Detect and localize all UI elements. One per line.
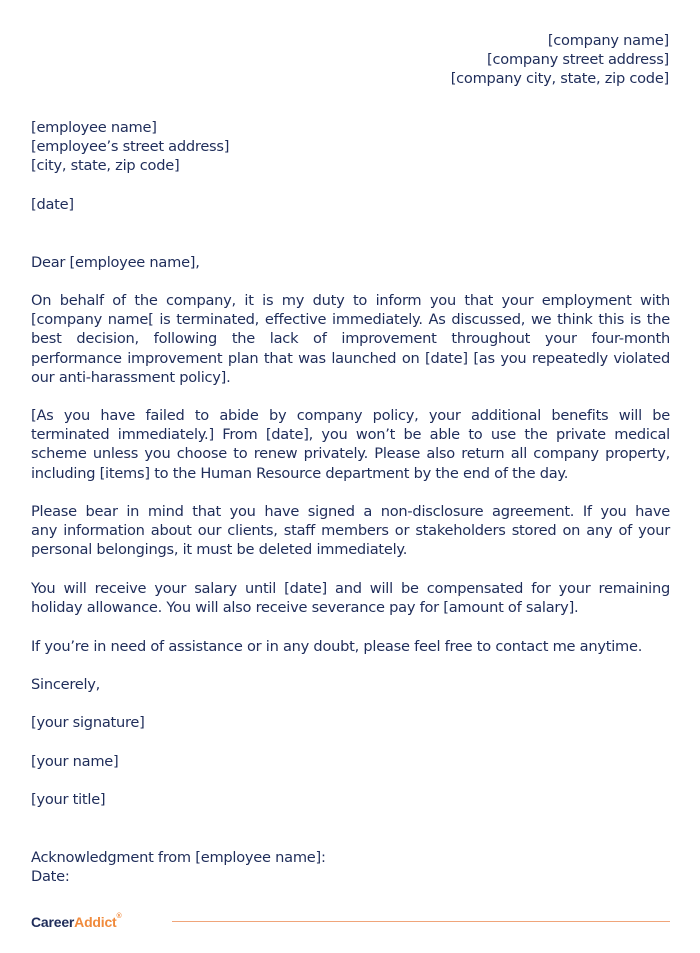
paragraph-line: personal belongings, it must be deleted immediately.	[31, 541, 408, 559]
logo-text-addict: Addict	[74, 914, 117, 930]
letter-date: [date]	[31, 196, 74, 213]
paragraph-line: any information about our clients, staff members or stakeholders stored on any of your	[31, 522, 670, 540]
paragraph-line: our anti-harassment policy].	[31, 368, 231, 386]
sender-title: [your title]	[31, 791, 106, 808]
employee-address-block	[31, 118, 229, 176]
company-street: [company street address]	[487, 51, 669, 69]
company-name: [company name]	[547, 32, 669, 49]
company-city: [company city, state, zip code]	[450, 70, 669, 88]
acknowledgment-date-label: Date:	[31, 868, 70, 885]
paragraph-line: [As you have failed to abide by company policy, your additional benefits will be	[31, 407, 670, 424]
salutation: Dear [employee name],	[31, 254, 200, 271]
paragraph-line: You will receive your salary until [date] and will be compensated for your remaining	[31, 580, 670, 597]
signature-placeholder: [your signature]	[31, 714, 145, 731]
paragraph-line: best decision, following the lack of improvement throughout your four-month	[31, 330, 670, 348]
paragraph-line: terminated immediately.] From [date], you won’t be able to use the private medical	[31, 426, 670, 444]
paragraph-line: [company name[ is terminated, effective immediately. As discussed, we think this is the	[31, 311, 670, 329]
footer-divider	[172, 921, 670, 922]
sender-name: [your name]	[31, 753, 119, 770]
paragraph-line: performance improvement plan that was launched on [date] [as you repeatedly violated	[31, 349, 670, 367]
paragraph-assistance: If you’re in need of assistance or in any doubt, please feel free to contact me anytime.	[31, 638, 643, 655]
employee-name: [employee name]	[31, 119, 157, 136]
paragraph-nda	[31, 502, 670, 560]
employee-street: [employee’s street address]	[31, 138, 230, 156]
paragraph-line: scheme unless you choose to renew privately. Please also return all company property,	[31, 445, 670, 463]
paragraph-line: including [items] to the Human Resource department by the end of the day.	[31, 464, 569, 482]
employee-city: [city, state, zip code]	[31, 157, 180, 175]
paragraph-line: On behalf of the company, it is my duty to inform you that your employment with	[31, 292, 670, 309]
paragraph-salary	[31, 579, 670, 617]
closing: Sincerely,	[31, 676, 101, 693]
acknowledgment-line: Acknowledgment from [employee name]:	[31, 849, 326, 866]
paragraph-termination	[31, 291, 670, 387]
paragraph-benefits	[31, 406, 670, 483]
registered-mark: ®	[116, 913, 122, 920]
company-address-block	[451, 31, 669, 89]
careeraddict-logo	[31, 914, 122, 930]
logo-text-career: Career	[31, 914, 75, 930]
paragraph-line: holiday allowance. You will also receive severance pay for [amount of salary].	[31, 599, 579, 617]
paragraph-line: Please bear in mind that you have signed a non-disclosure agreement. If you have	[31, 503, 670, 520]
